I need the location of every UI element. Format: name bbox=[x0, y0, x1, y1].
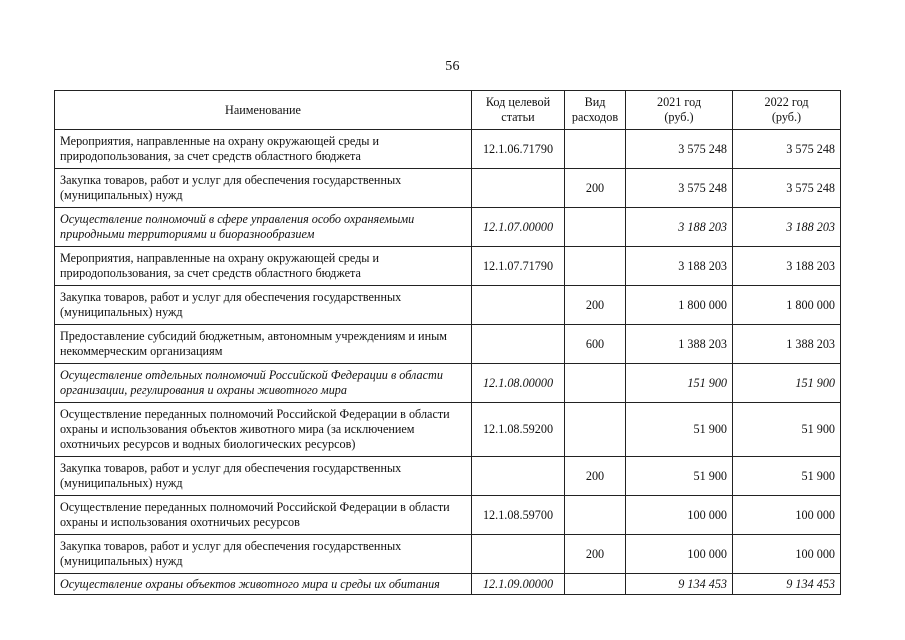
header-expense-type: Вид расходов bbox=[565, 91, 626, 130]
row-code: 12.1.08.59200 bbox=[472, 403, 565, 457]
row-name: Мероприятия, направленные на охрану окружающей среды и природопользования, за счет средств областного бюджета bbox=[55, 130, 472, 169]
row-amount-2022: 1 388 203 bbox=[733, 325, 841, 364]
row-amount-2021: 51 900 bbox=[626, 403, 733, 457]
row-name: Осуществление полномочий в сфере управления особо охраняемыми природными территориями и биоразнообразием bbox=[55, 208, 472, 247]
row-expense-type: 200 bbox=[565, 169, 626, 208]
header-year-2022: 2022 год (руб.) bbox=[733, 91, 841, 130]
row-expense-type: 200 bbox=[565, 286, 626, 325]
header-year-2021: 2021 год (руб.) bbox=[626, 91, 733, 130]
row-expense-type: 600 bbox=[565, 325, 626, 364]
table-row bbox=[55, 169, 841, 208]
row-name: Осуществление переданных полномочий Российской Федерации в области охраны и использования объектов животного мира (за исключением охотничьих ресурсов и водных биологических ресурсов) bbox=[55, 403, 472, 457]
row-amount-2022: 3 188 203 bbox=[733, 208, 841, 247]
table-row bbox=[55, 457, 841, 496]
row-code bbox=[472, 325, 565, 364]
table-row bbox=[55, 286, 841, 325]
row-amount-2021: 100 000 bbox=[626, 496, 733, 535]
row-amount-2022: 51 900 bbox=[733, 457, 841, 496]
row-name: Предоставление субсидий бюджетным, автономным учреждениям и иным некоммерческим организациям bbox=[55, 325, 472, 364]
row-expense-type bbox=[565, 247, 626, 286]
row-amount-2021: 51 900 bbox=[626, 457, 733, 496]
table-row bbox=[55, 208, 841, 247]
row-code bbox=[472, 535, 565, 574]
row-name: Осуществление переданных полномочий Российской Федерации в области охраны и использования охотничьих ресурсов bbox=[55, 496, 472, 535]
table-row bbox=[55, 364, 841, 403]
row-code: 12.1.06.71790 bbox=[472, 130, 565, 169]
row-amount-2021: 3 575 248 bbox=[626, 169, 733, 208]
table-row bbox=[55, 325, 841, 364]
row-amount-2022: 51 900 bbox=[733, 403, 841, 457]
row-code: 12.1.07.00000 bbox=[472, 208, 565, 247]
table-row bbox=[55, 496, 841, 535]
row-code: 12.1.08.59700 bbox=[472, 496, 565, 535]
row-amount-2021: 151 900 bbox=[626, 364, 733, 403]
row-code bbox=[472, 169, 565, 208]
table-body bbox=[55, 130, 841, 595]
row-name: Осуществление отдельных полномочий Российской Федерации в области организации, регулирования и охраны животного мира bbox=[55, 364, 472, 403]
row-name: Закупка товаров, работ и услуг для обеспечения государственных (муниципальных) нужд bbox=[55, 286, 472, 325]
row-code bbox=[472, 286, 565, 325]
row-amount-2022: 3 188 203 bbox=[733, 247, 841, 286]
row-amount-2022: 100 000 bbox=[733, 535, 841, 574]
row-expense-type bbox=[565, 496, 626, 535]
row-name: Осуществление охраны объектов животного мира и среды их обитания bbox=[55, 574, 472, 595]
table-header bbox=[55, 91, 841, 130]
row-expense-type bbox=[565, 208, 626, 247]
table-row bbox=[55, 247, 841, 286]
row-code: 12.1.09.00000 bbox=[472, 574, 565, 595]
row-name: Закупка товаров, работ и услуг для обеспечения государственных (муниципальных) нужд bbox=[55, 169, 472, 208]
row-expense-type bbox=[565, 130, 626, 169]
row-amount-2022: 3 575 248 bbox=[733, 169, 841, 208]
row-amount-2022: 100 000 bbox=[733, 496, 841, 535]
row-name: Закупка товаров, работ и услуг для обеспечения государственных (муниципальных) нужд bbox=[55, 457, 472, 496]
table-row bbox=[55, 535, 841, 574]
row-amount-2021: 3 188 203 bbox=[626, 247, 733, 286]
budget-table bbox=[54, 90, 841, 595]
table-row bbox=[55, 574, 841, 595]
row-code bbox=[472, 457, 565, 496]
row-expense-type: 200 bbox=[565, 535, 626, 574]
row-amount-2021: 1 800 000 bbox=[626, 286, 733, 325]
table-row bbox=[55, 130, 841, 169]
row-code: 12.1.08.00000 bbox=[472, 364, 565, 403]
row-amount-2021: 3 575 248 bbox=[626, 130, 733, 169]
row-amount-2021: 1 388 203 bbox=[626, 325, 733, 364]
row-name: Закупка товаров, работ и услуг для обеспечения государственных (муниципальных) нужд bbox=[55, 535, 472, 574]
row-amount-2022: 1 800 000 bbox=[733, 286, 841, 325]
row-expense-type bbox=[565, 403, 626, 457]
header-name: Наименование bbox=[55, 91, 472, 130]
row-code: 12.1.07.71790 bbox=[472, 247, 565, 286]
header-code: Код целевой статьи bbox=[472, 91, 565, 130]
row-amount-2021: 100 000 bbox=[626, 535, 733, 574]
row-expense-type bbox=[565, 574, 626, 595]
row-amount-2021: 9 134 453 bbox=[626, 574, 733, 595]
page-number: 56 bbox=[445, 59, 460, 74]
row-amount-2022: 3 575 248 bbox=[733, 130, 841, 169]
row-amount-2022: 151 900 bbox=[733, 364, 841, 403]
row-amount-2021: 3 188 203 bbox=[626, 208, 733, 247]
row-name: Мероприятия, направленные на охрану окружающей среды и природопользования, за счет средств областного бюджета bbox=[55, 247, 472, 286]
row-expense-type: 200 bbox=[565, 457, 626, 496]
table-row bbox=[55, 403, 841, 457]
row-amount-2022: 9 134 453 bbox=[733, 574, 841, 595]
row-expense-type bbox=[565, 364, 626, 403]
